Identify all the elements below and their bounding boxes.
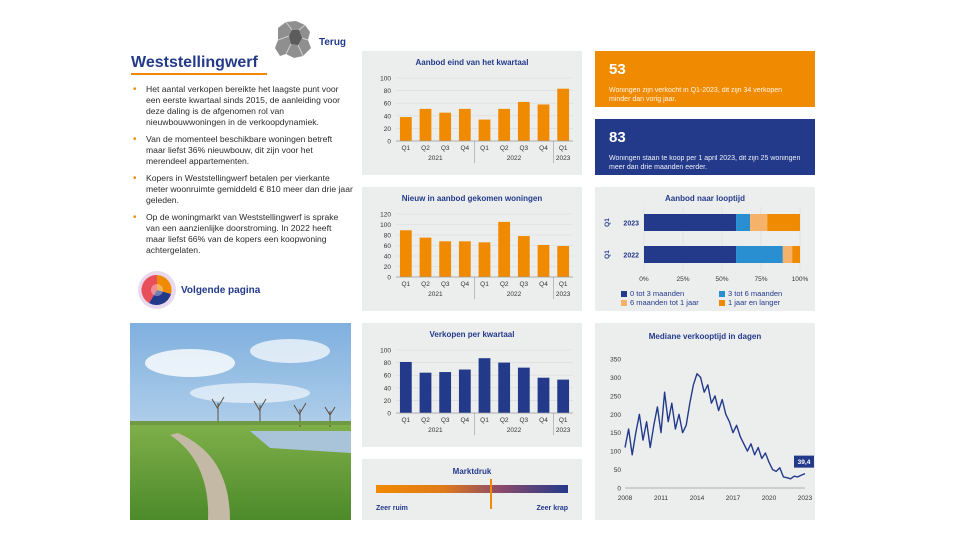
bar [557,380,569,413]
bar [439,113,451,141]
bar [459,109,471,141]
chart-title: Aanbod eind van het kwartaal [415,58,529,67]
insight-item: • Op de woningmarkt van Weststellingwerf is sprake van een aanzienlijke doorstroming. In 2022 heeft maar liefst 66% van de kopers een koopwoning achtergelaten. [131,212,353,256]
bar [439,241,451,277]
x-tick-label: Q4 [539,281,548,288]
bar [459,370,471,413]
year-label: 2023 [555,291,571,298]
legend-swatch [719,291,725,297]
chart-title: Mediane verkooptijd in dagen [648,332,762,341]
legend-item [719,298,780,307]
stacked-segment [750,214,767,231]
legend-swatch [621,291,627,297]
x-tick-label: Q4 [539,417,548,424]
x-tick-label: Q2 [499,281,509,288]
x-tick-label: Q1 [401,281,411,288]
y-tick-label: 40 [383,253,391,261]
bar-chart-nieuw [362,187,582,311]
y-tick-label: 80 [383,232,391,240]
year-label: 2022 [506,291,522,298]
x-tick-label: 75% [754,276,768,283]
y-tick-label: 80 [383,88,391,96]
chart-panel-looptijd [595,187,815,311]
x-tick-label: Q1 [401,417,411,424]
back-link[interactable]: Terug [319,37,347,48]
bar [538,104,550,141]
x-tick-label: Q1 [558,417,568,424]
chart-panel-aanbod [362,51,582,175]
chart-panel-verkooptijd [595,323,815,520]
bar-chart-verkopen [362,323,582,447]
year-label: 2021 [428,427,443,434]
x-tick-label: 2011 [654,495,668,502]
marktdruk-marker [490,479,492,509]
stacked-segment [644,246,736,263]
x-tick-label: 2008 [617,495,633,502]
x-tick-label: Q4 [539,145,548,152]
marktdruk-panel [362,459,582,520]
x-tick-label: Q3 [440,145,450,152]
x-tick-label: 2017 [725,495,741,502]
bar [439,372,451,413]
insight-item: • Kopers in Weststellingwerf betalen per vierkante meter woonruimte gemiddeld € 810 meer dan drie jaar geleden. [131,173,353,206]
bar [538,378,550,413]
y-tick-label: 80 [383,360,391,368]
quarter-label: Q1 [604,250,611,259]
year-label: 2022 [506,427,522,434]
legend-label: 1 jaar en langer [728,298,781,307]
stacked-segment [644,214,736,231]
bar [459,241,471,277]
legend-label: 3 tot 6 maanden [728,289,783,298]
x-tick-label: Q3 [519,417,529,424]
bar [420,373,432,413]
x-tick-label: 50% [715,276,729,283]
x-tick-label: Q3 [440,417,450,424]
chart-title: Verkopen per kwartaal [429,330,515,339]
bar [420,109,432,141]
bar [479,120,491,141]
kpi-for-sale [595,119,815,175]
marktdruk-gradient-bar [376,485,568,493]
stacked-segment [783,246,792,263]
legend-swatch [621,300,627,306]
y-tick-label: 250 [610,393,621,401]
y-tick-label: 120 [380,211,391,219]
bar [400,117,412,141]
legend-swatch [719,300,725,306]
bar [518,368,530,413]
x-tick-label: Q1 [401,145,411,152]
category-label: 2023 [623,220,639,228]
year-label: 2021 [428,291,443,298]
kpi-value: 53 [609,61,626,78]
stacked-segment [792,246,800,263]
category-label: 2022 [623,252,639,260]
title-underline [131,73,267,75]
bar [400,230,412,277]
quarter-label: Q1 [604,218,611,227]
x-tick-label: Q4 [460,281,470,288]
series-line [625,374,805,479]
bar [498,363,510,413]
y-tick-label: 100 [380,75,391,83]
x-tick-label: 25% [676,276,690,283]
y-tick-label: 40 [383,385,391,393]
y-tick-label: 0 [387,138,391,146]
landscape-photo [130,323,351,520]
x-tick-label: Q2 [499,145,509,152]
bar [420,238,432,277]
y-tick-label: 0 [387,274,391,282]
bar [518,102,530,141]
y-tick-label: 100 [610,448,621,456]
x-tick-label: Q1 [480,417,489,424]
x-tick-label: Q3 [519,281,529,288]
x-tick-label: Q3 [440,281,450,288]
bar [557,246,569,277]
x-tick-label: 2023 [797,495,813,502]
legend-item [719,289,782,298]
bar [498,222,510,277]
year-label: 2021 [428,155,443,162]
chart-title: Nieuw in aanbod gekomen woningen [401,194,543,203]
stacked-segment [767,214,800,231]
last-value-label: 39,4 [797,459,811,467]
y-tick-label: 0 [617,485,621,493]
x-tick-label: 0% [639,276,649,283]
marktdruk-title: Marktdruk [452,467,492,476]
pie-chart-icon [137,270,177,310]
year-label: 2023 [555,427,571,434]
x-tick-label: Q3 [519,145,529,152]
insight-list [131,84,353,262]
y-tick-label: 20 [383,264,391,271]
year-label: 2023 [555,155,571,162]
x-tick-label: Q1 [558,145,568,152]
kpi-text: Woningen zijn verkocht in Q1-2023, dit zijn 34 verkopen minder dan vorig jaar. [609,87,783,103]
y-tick-label: 350 [610,356,621,364]
y-tick-label: 60 [383,372,391,380]
kpi-value: 83 [609,129,626,146]
insight-item: • Van de momenteel beschikbare woningen betreft maar liefst 36% nieuwbouw, dit zijn voor het merendeel appartementen. [131,134,353,167]
y-tick-label: 200 [610,411,621,419]
marktdruk-right-label: Zeer krap [536,505,568,512]
region-map-icon[interactable] [272,18,314,60]
y-tick-label: 0 [387,410,391,418]
legend-label: 6 maanden tot 1 jaar [630,298,699,307]
x-tick-label: 2020 [761,495,777,502]
x-tick-label: Q4 [460,417,470,424]
kpi-text: Woningen staan te koop per 1 april 2023, dit zijn 25 woningen meer dan drie maanden eerder. [609,155,801,171]
bar-chart-aanbod [362,51,582,175]
marktdruk-left-label: Zeer ruim [376,505,408,512]
x-tick-label: 2014 [689,495,705,502]
y-tick-label: 60 [383,100,391,108]
x-tick-label: Q4 [460,145,470,152]
bar [538,245,550,277]
stacked-segment [736,246,783,263]
bar [400,362,412,413]
chart-panel-verkopen [362,323,582,447]
y-tick-label: 100 [380,222,391,229]
bar [518,236,530,277]
y-tick-label: 20 [383,397,391,405]
y-tick-label: 150 [610,430,621,438]
x-tick-label: 100% [791,276,809,283]
next-page-button[interactable] [137,270,287,310]
next-page-label: Volgende pagina [181,285,261,296]
kpi-sold [595,51,815,107]
legend-item [621,289,684,298]
x-tick-label: Q2 [421,417,430,424]
bar [557,89,569,141]
legend-label: 0 tot 3 maanden [630,289,685,298]
line-chart-verkooptijd [595,323,815,520]
y-tick-label: 20 [383,125,391,133]
stacked-segment [736,214,750,231]
x-tick-label: Q2 [499,417,509,424]
year-label: 2022 [506,155,522,162]
y-tick-label: 40 [383,113,391,121]
x-tick-label: Q2 [421,145,430,152]
x-tick-label: Q1 [480,145,489,152]
y-tick-label: 50 [613,467,621,475]
chart-panel-nieuw [362,187,582,311]
x-tick-label: Q1 [480,281,489,288]
bar [479,242,491,277]
insight-item: • Het aantal verkopen bereikte het laagste punt voor een eerste kwartaal sinds 2015, de aanleiding voor deze daling is de afgenomen rol van nieuwbouwwoningen in de verkoopdynamiek. [131,84,353,128]
page-title: Weststellingwerf [131,54,258,71]
y-tick-label: 100 [380,347,391,355]
legend-item [621,298,699,307]
bar [479,358,491,413]
y-tick-label: 300 [610,374,621,382]
x-tick-label: Q1 [558,281,568,288]
chart-title: Aanbod naar looptijd [665,194,745,203]
bar [498,109,510,141]
y-tick-label: 60 [383,243,391,250]
x-tick-label: Q2 [421,281,430,288]
